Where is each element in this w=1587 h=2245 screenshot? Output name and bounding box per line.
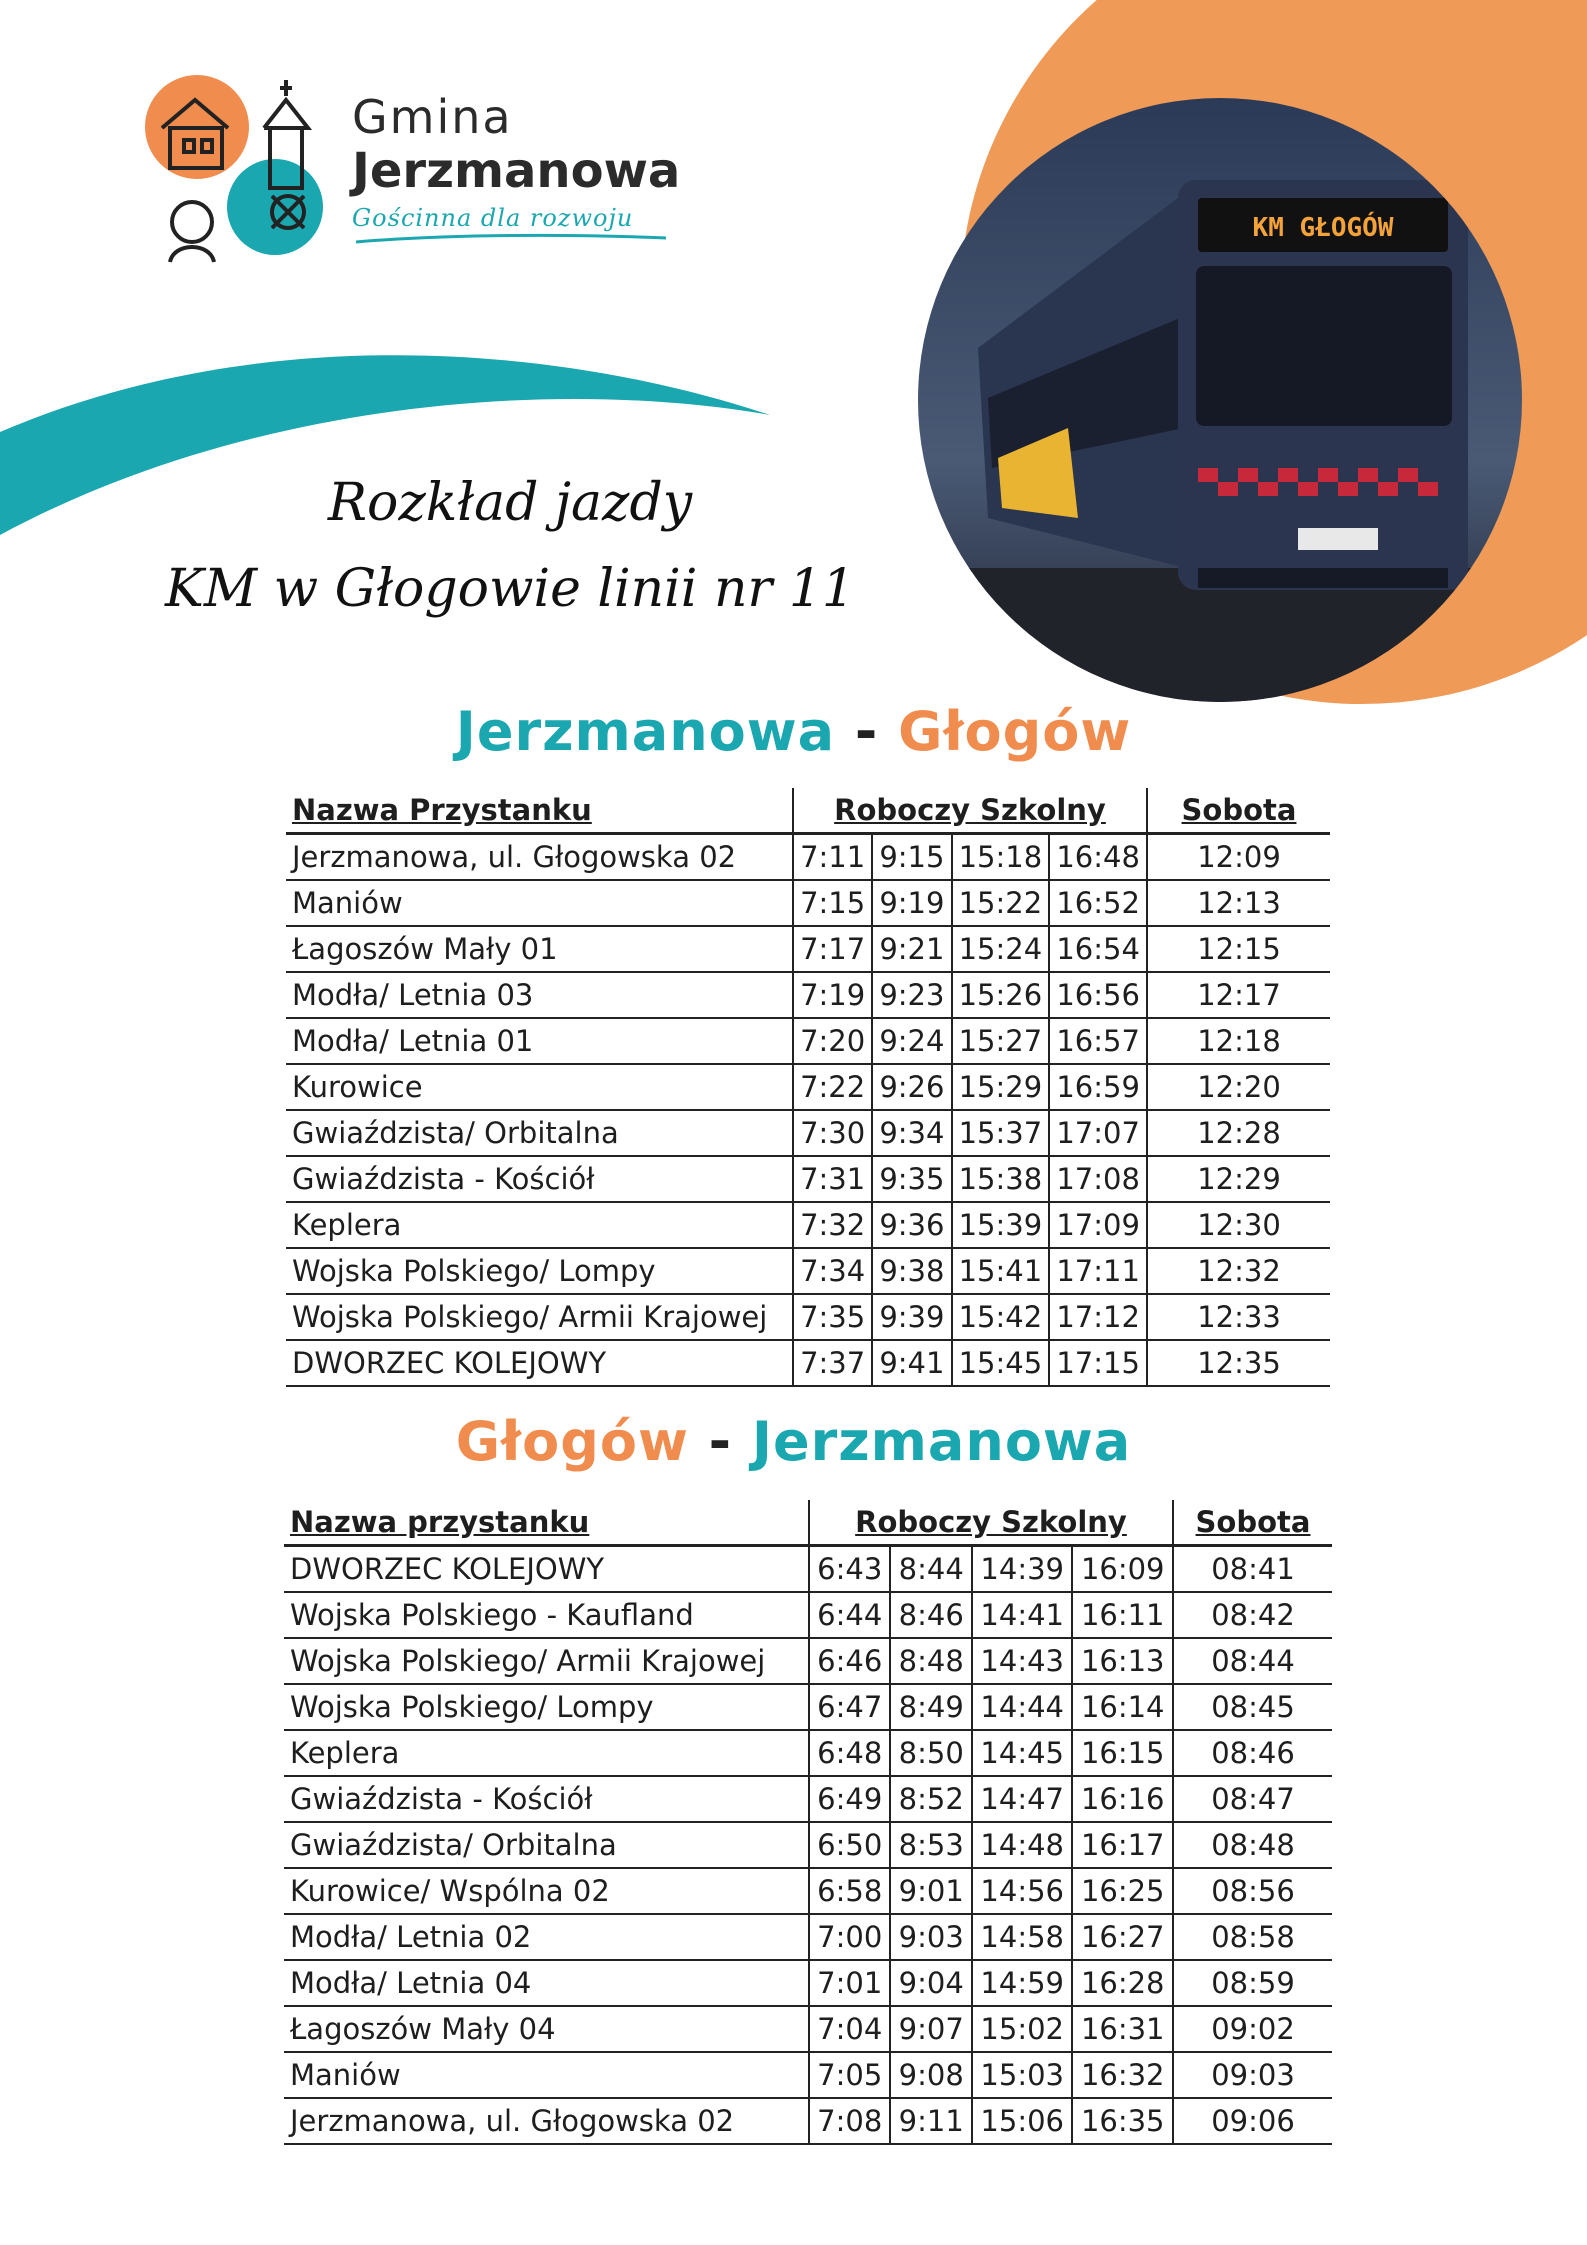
weekday-time: 7:31: [793, 1156, 872, 1202]
logo-line-gmina: Gmina: [352, 90, 513, 144]
stop-name: Łagoszów Mały 04: [284, 2006, 809, 2052]
section2-from: Głogów: [455, 1410, 689, 1473]
stop-name: Modła/ Letnia 04: [284, 1960, 809, 2006]
weekday-time: 16:31: [1072, 2006, 1173, 2052]
weekday-time: 7:19: [793, 972, 872, 1018]
weekday-time: 7:11: [793, 834, 872, 881]
weekday-time: 9:26: [872, 1064, 951, 1110]
logo-line-jerzmanowa: Jerzmanowa: [352, 143, 681, 199]
table-row: [286, 1248, 1330, 1294]
saturday-time: 08:42: [1173, 1592, 1332, 1638]
stop-name: Wojska Polskiego/ Armii Krajowej: [286, 1294, 793, 1340]
weekday-time: 15:42: [952, 1294, 1050, 1340]
table-row: [284, 1960, 1332, 2006]
title-line-2: KM w Głogowie linii nr 11: [165, 559, 855, 619]
stop-name: Keplera: [286, 1202, 793, 1248]
stop-name: Keplera: [284, 1730, 809, 1776]
table-row: [284, 1776, 1332, 1822]
stop-name: Modła/ Letnia 03: [286, 972, 793, 1018]
weekday-time: 15:29: [952, 1064, 1050, 1110]
weekday-time: 6:48: [809, 1730, 890, 1776]
timetable-body: [284, 1546, 1332, 2145]
weekday-time: 9:24: [872, 1018, 951, 1064]
tagline-underline: [352, 232, 672, 246]
weekday-time: 7:04: [809, 2006, 890, 2052]
weekday-time: 6:58: [809, 1868, 890, 1914]
saturday-time: 12:33: [1147, 1294, 1330, 1340]
weekday-time: 6:46: [809, 1638, 890, 1684]
weekday-time: 7:17: [793, 926, 872, 972]
weekday-time: 9:19: [872, 880, 951, 926]
weekday-time: 7:08: [809, 2098, 890, 2144]
weekday-time: 9:34: [872, 1110, 951, 1156]
stop-name: Gwiaździsta/ Orbitalna: [286, 1110, 793, 1156]
table-row: [284, 1914, 1332, 1960]
table-header-row: [284, 1500, 1332, 1546]
table-row: [286, 1294, 1330, 1340]
saturday-time: 08:44: [1173, 1638, 1332, 1684]
weekday-time: 16:25: [1072, 1868, 1173, 1914]
table-row: [284, 1684, 1332, 1730]
weekday-time: 9:07: [890, 2006, 971, 2052]
header-weekday: Roboczy Szkolny: [793, 788, 1147, 834]
saturday-time: 12:28: [1147, 1110, 1330, 1156]
weekday-time: 7:32: [793, 1202, 872, 1248]
table-row: [286, 880, 1330, 926]
table-header-row: [286, 788, 1330, 834]
table-row: [286, 1064, 1330, 1110]
weekday-time: 14:43: [972, 1638, 1073, 1684]
stop-name: Kurowice/ Wspólna 02: [284, 1868, 809, 1914]
title-line-1: Rozkład jazdy: [327, 473, 693, 533]
saturday-time: 12:32: [1147, 1248, 1330, 1294]
weekday-time: 8:50: [890, 1730, 971, 1776]
weekday-time: 14:56: [972, 1868, 1073, 1914]
weekday-time: 15:27: [952, 1018, 1050, 1064]
weekday-time: 14:41: [972, 1592, 1073, 1638]
weekday-time: 8:44: [890, 1546, 971, 1593]
saturday-time: 08:47: [1173, 1776, 1332, 1822]
stop-name: Gwiaździsta/ Orbitalna: [284, 1822, 809, 1868]
weekday-time: 7:30: [793, 1110, 872, 1156]
weekday-time: 9:08: [890, 2052, 971, 2098]
table-row: [284, 1730, 1332, 1776]
weekday-time: 15:41: [952, 1248, 1050, 1294]
table-row: [284, 1822, 1332, 1868]
stop-name: Gwiaździsta - Kościół: [284, 1776, 809, 1822]
timetable-body: [286, 834, 1330, 1387]
weekday-time: 16:32: [1072, 2052, 1173, 2098]
weekday-time: 6:43: [809, 1546, 890, 1593]
weekday-time: 6:44: [809, 1592, 890, 1638]
weekday-time: 15:24: [952, 926, 1050, 972]
weekday-time: 16:59: [1049, 1064, 1147, 1110]
weekday-time: 15:06: [972, 2098, 1073, 2144]
weekday-time: 7:22: [793, 1064, 872, 1110]
weekday-time: 9:23: [872, 972, 951, 1018]
saturday-time: 12:35: [1147, 1340, 1330, 1386]
weekday-time: 8:53: [890, 1822, 971, 1868]
table-row: [284, 1546, 1332, 1593]
stop-name: DWORZEC KOLEJOWY: [284, 1546, 809, 1593]
section2-to: Jerzmanowa: [751, 1410, 1132, 1473]
saturday-time: 12:13: [1147, 880, 1330, 926]
weekday-time: 8:52: [890, 1776, 971, 1822]
weekday-time: 14:39: [972, 1546, 1073, 1593]
weekday-time: 15:18: [952, 834, 1050, 881]
saturday-time: 12:18: [1147, 1018, 1330, 1064]
weekday-time: 14:44: [972, 1684, 1073, 1730]
weekday-time: 7:35: [793, 1294, 872, 1340]
weekday-time: 16:48: [1049, 834, 1147, 881]
weekday-time: 14:48: [972, 1822, 1073, 1868]
weekday-time: 16:54: [1049, 926, 1147, 972]
section1-from: Jerzmanowa: [455, 700, 836, 763]
weekday-time: 16:57: [1049, 1018, 1147, 1064]
table-row: [286, 1018, 1330, 1064]
saturday-time: 09:03: [1173, 2052, 1332, 2098]
weekday-time: 14:45: [972, 1730, 1073, 1776]
weekday-time: 7:01: [809, 1960, 890, 2006]
weekday-time: 6:50: [809, 1822, 890, 1868]
table-row: [284, 1592, 1332, 1638]
weekday-time: 16:52: [1049, 880, 1147, 926]
weekday-time: 17:07: [1049, 1110, 1147, 1156]
saturday-time: 12:17: [1147, 972, 1330, 1018]
weekday-time: 16:14: [1072, 1684, 1173, 1730]
bus-image: [918, 98, 1522, 702]
weekday-time: 16:15: [1072, 1730, 1173, 1776]
stop-name: Wojska Polskiego/ Lompy: [286, 1248, 793, 1294]
saturday-time: 12:15: [1147, 926, 1330, 972]
table-row: [286, 972, 1330, 1018]
section1-to: Głogów: [898, 700, 1132, 763]
weekday-time: 7:34: [793, 1248, 872, 1294]
table-row: [284, 1868, 1332, 1914]
weekday-time: 14:47: [972, 1776, 1073, 1822]
saturday-time: 12:09: [1147, 834, 1330, 881]
table-row: [284, 2098, 1332, 2144]
stop-name: Wojska Polskiego/ Armii Krajowej: [284, 1638, 809, 1684]
header-stop: Nazwa Przystanku: [286, 788, 793, 834]
section1-separator: -: [854, 700, 879, 763]
weekday-time: 9:01: [890, 1868, 971, 1914]
bus-destination-sign: KM GŁOGÓW: [1252, 213, 1394, 243]
page-title: [130, 460, 890, 632]
saturday-time: 08:46: [1173, 1730, 1332, 1776]
weekday-time: 6:49: [809, 1776, 890, 1822]
weekday-time: 14:59: [972, 1960, 1073, 2006]
weekday-time: 7:20: [793, 1018, 872, 1064]
saturday-time: 08:58: [1173, 1914, 1332, 1960]
gmina-logo: [140, 70, 740, 270]
weekday-time: 9:35: [872, 1156, 951, 1202]
weekday-time: 17:15: [1049, 1340, 1147, 1386]
weekday-time: 15:38: [952, 1156, 1050, 1202]
weekday-time: 15:02: [972, 2006, 1073, 2052]
weekday-time: 9:04: [890, 1960, 971, 2006]
section2-heading: [0, 1410, 1587, 1473]
weekday-time: 16:11: [1072, 1592, 1173, 1638]
stop-name: Gwiaździsta - Kościół: [286, 1156, 793, 1202]
weekday-time: 16:27: [1072, 1914, 1173, 1960]
saturday-time: 12:30: [1147, 1202, 1330, 1248]
weekday-time: 16:17: [1072, 1822, 1173, 1868]
stop-name: Łagoszów Mały 01: [286, 926, 793, 972]
weekday-time: 7:15: [793, 880, 872, 926]
table-row: [286, 1110, 1330, 1156]
header-stop: Nazwa przystanku: [284, 1500, 809, 1546]
timetable-jerzmanowa-glogow: [286, 788, 1330, 1387]
stop-name: Kurowice: [286, 1064, 793, 1110]
weekday-time: 9:39: [872, 1294, 951, 1340]
table-row: [284, 2052, 1332, 2098]
table-row: [286, 1340, 1330, 1386]
saturday-time: 08:56: [1173, 1868, 1332, 1914]
table-row: [286, 834, 1330, 881]
weekday-time: 15:03: [972, 2052, 1073, 2098]
weekday-time: 8:49: [890, 1684, 971, 1730]
timetable-glogow-jerzmanowa: [284, 1500, 1332, 2145]
weekday-time: 16:35: [1072, 2098, 1173, 2144]
stop-name: Maniów: [284, 2052, 809, 2098]
weekday-time: 15:39: [952, 1202, 1050, 1248]
saturday-time: 08:48: [1173, 1822, 1332, 1868]
stop-name: Maniów: [286, 880, 793, 926]
stop-name: Jerzmanowa, ul. Głogowska 02: [286, 834, 793, 881]
weekday-time: 16:13: [1072, 1638, 1173, 1684]
saturday-time: 12:20: [1147, 1064, 1330, 1110]
stop-name: Modła/ Letnia 01: [286, 1018, 793, 1064]
weekday-time: 17:09: [1049, 1202, 1147, 1248]
weekday-time: 9:03: [890, 1914, 971, 1960]
weekday-time: 9:15: [872, 834, 951, 881]
stop-name: DWORZEC KOLEJOWY: [286, 1340, 793, 1386]
weekday-time: 17:08: [1049, 1156, 1147, 1202]
weekday-time: 15:22: [952, 880, 1050, 926]
header-weekday: Roboczy Szkolny: [809, 1500, 1173, 1546]
weekday-time: 8:46: [890, 1592, 971, 1638]
saturday-time: 09:02: [1173, 2006, 1332, 2052]
weekday-time: 9:38: [872, 1248, 951, 1294]
section2-separator: -: [708, 1410, 733, 1473]
weekday-time: 16:56: [1049, 972, 1147, 1018]
weekday-time: 17:11: [1049, 1248, 1147, 1294]
weekday-time: 6:47: [809, 1684, 890, 1730]
saturday-time: 09:06: [1173, 2098, 1332, 2144]
weekday-time: 17:12: [1049, 1294, 1147, 1340]
saturday-time: 12:29: [1147, 1156, 1330, 1202]
saturday-time: 08:59: [1173, 1960, 1332, 2006]
weekday-time: 15:37: [952, 1110, 1050, 1156]
weekday-time: 15:26: [952, 972, 1050, 1018]
weekday-time: 7:37: [793, 1340, 872, 1386]
saturday-time: 08:41: [1173, 1546, 1332, 1593]
weekday-time: 14:58: [972, 1914, 1073, 1960]
weekday-time: 15:45: [952, 1340, 1050, 1386]
weekday-time: 7:05: [809, 2052, 890, 2098]
stop-name: Jerzmanowa, ul. Głogowska 02: [284, 2098, 809, 2144]
logo-emblem-icon: [140, 70, 340, 270]
stop-name: Wojska Polskiego - Kaufland: [284, 1592, 809, 1638]
weekday-time: 16:28: [1072, 1960, 1173, 2006]
table-row: [286, 1156, 1330, 1202]
table-row: [286, 926, 1330, 972]
weekday-time: 9:36: [872, 1202, 951, 1248]
weekday-time: 7:00: [809, 1914, 890, 1960]
section1-heading: [0, 700, 1587, 763]
stop-name: Wojska Polskiego/ Lompy: [284, 1684, 809, 1730]
weekday-time: 16:09: [1072, 1546, 1173, 1593]
header-saturday: Sobota: [1147, 788, 1330, 834]
header-saturday: Sobota: [1173, 1500, 1332, 1546]
logo-tagline: Gościnna dla rozwoju: [352, 204, 634, 232]
weekday-time: 9:41: [872, 1340, 951, 1386]
table-row: [286, 1202, 1330, 1248]
table-row: [284, 2006, 1332, 2052]
weekday-time: 9:21: [872, 926, 951, 972]
bus-photo: [918, 98, 1522, 702]
weekday-time: 9:11: [890, 2098, 971, 2144]
stop-name: Modła/ Letnia 02: [284, 1914, 809, 1960]
saturday-time: 08:45: [1173, 1684, 1332, 1730]
table-row: [284, 1638, 1332, 1684]
weekday-time: 8:48: [890, 1638, 971, 1684]
weekday-time: 16:16: [1072, 1776, 1173, 1822]
